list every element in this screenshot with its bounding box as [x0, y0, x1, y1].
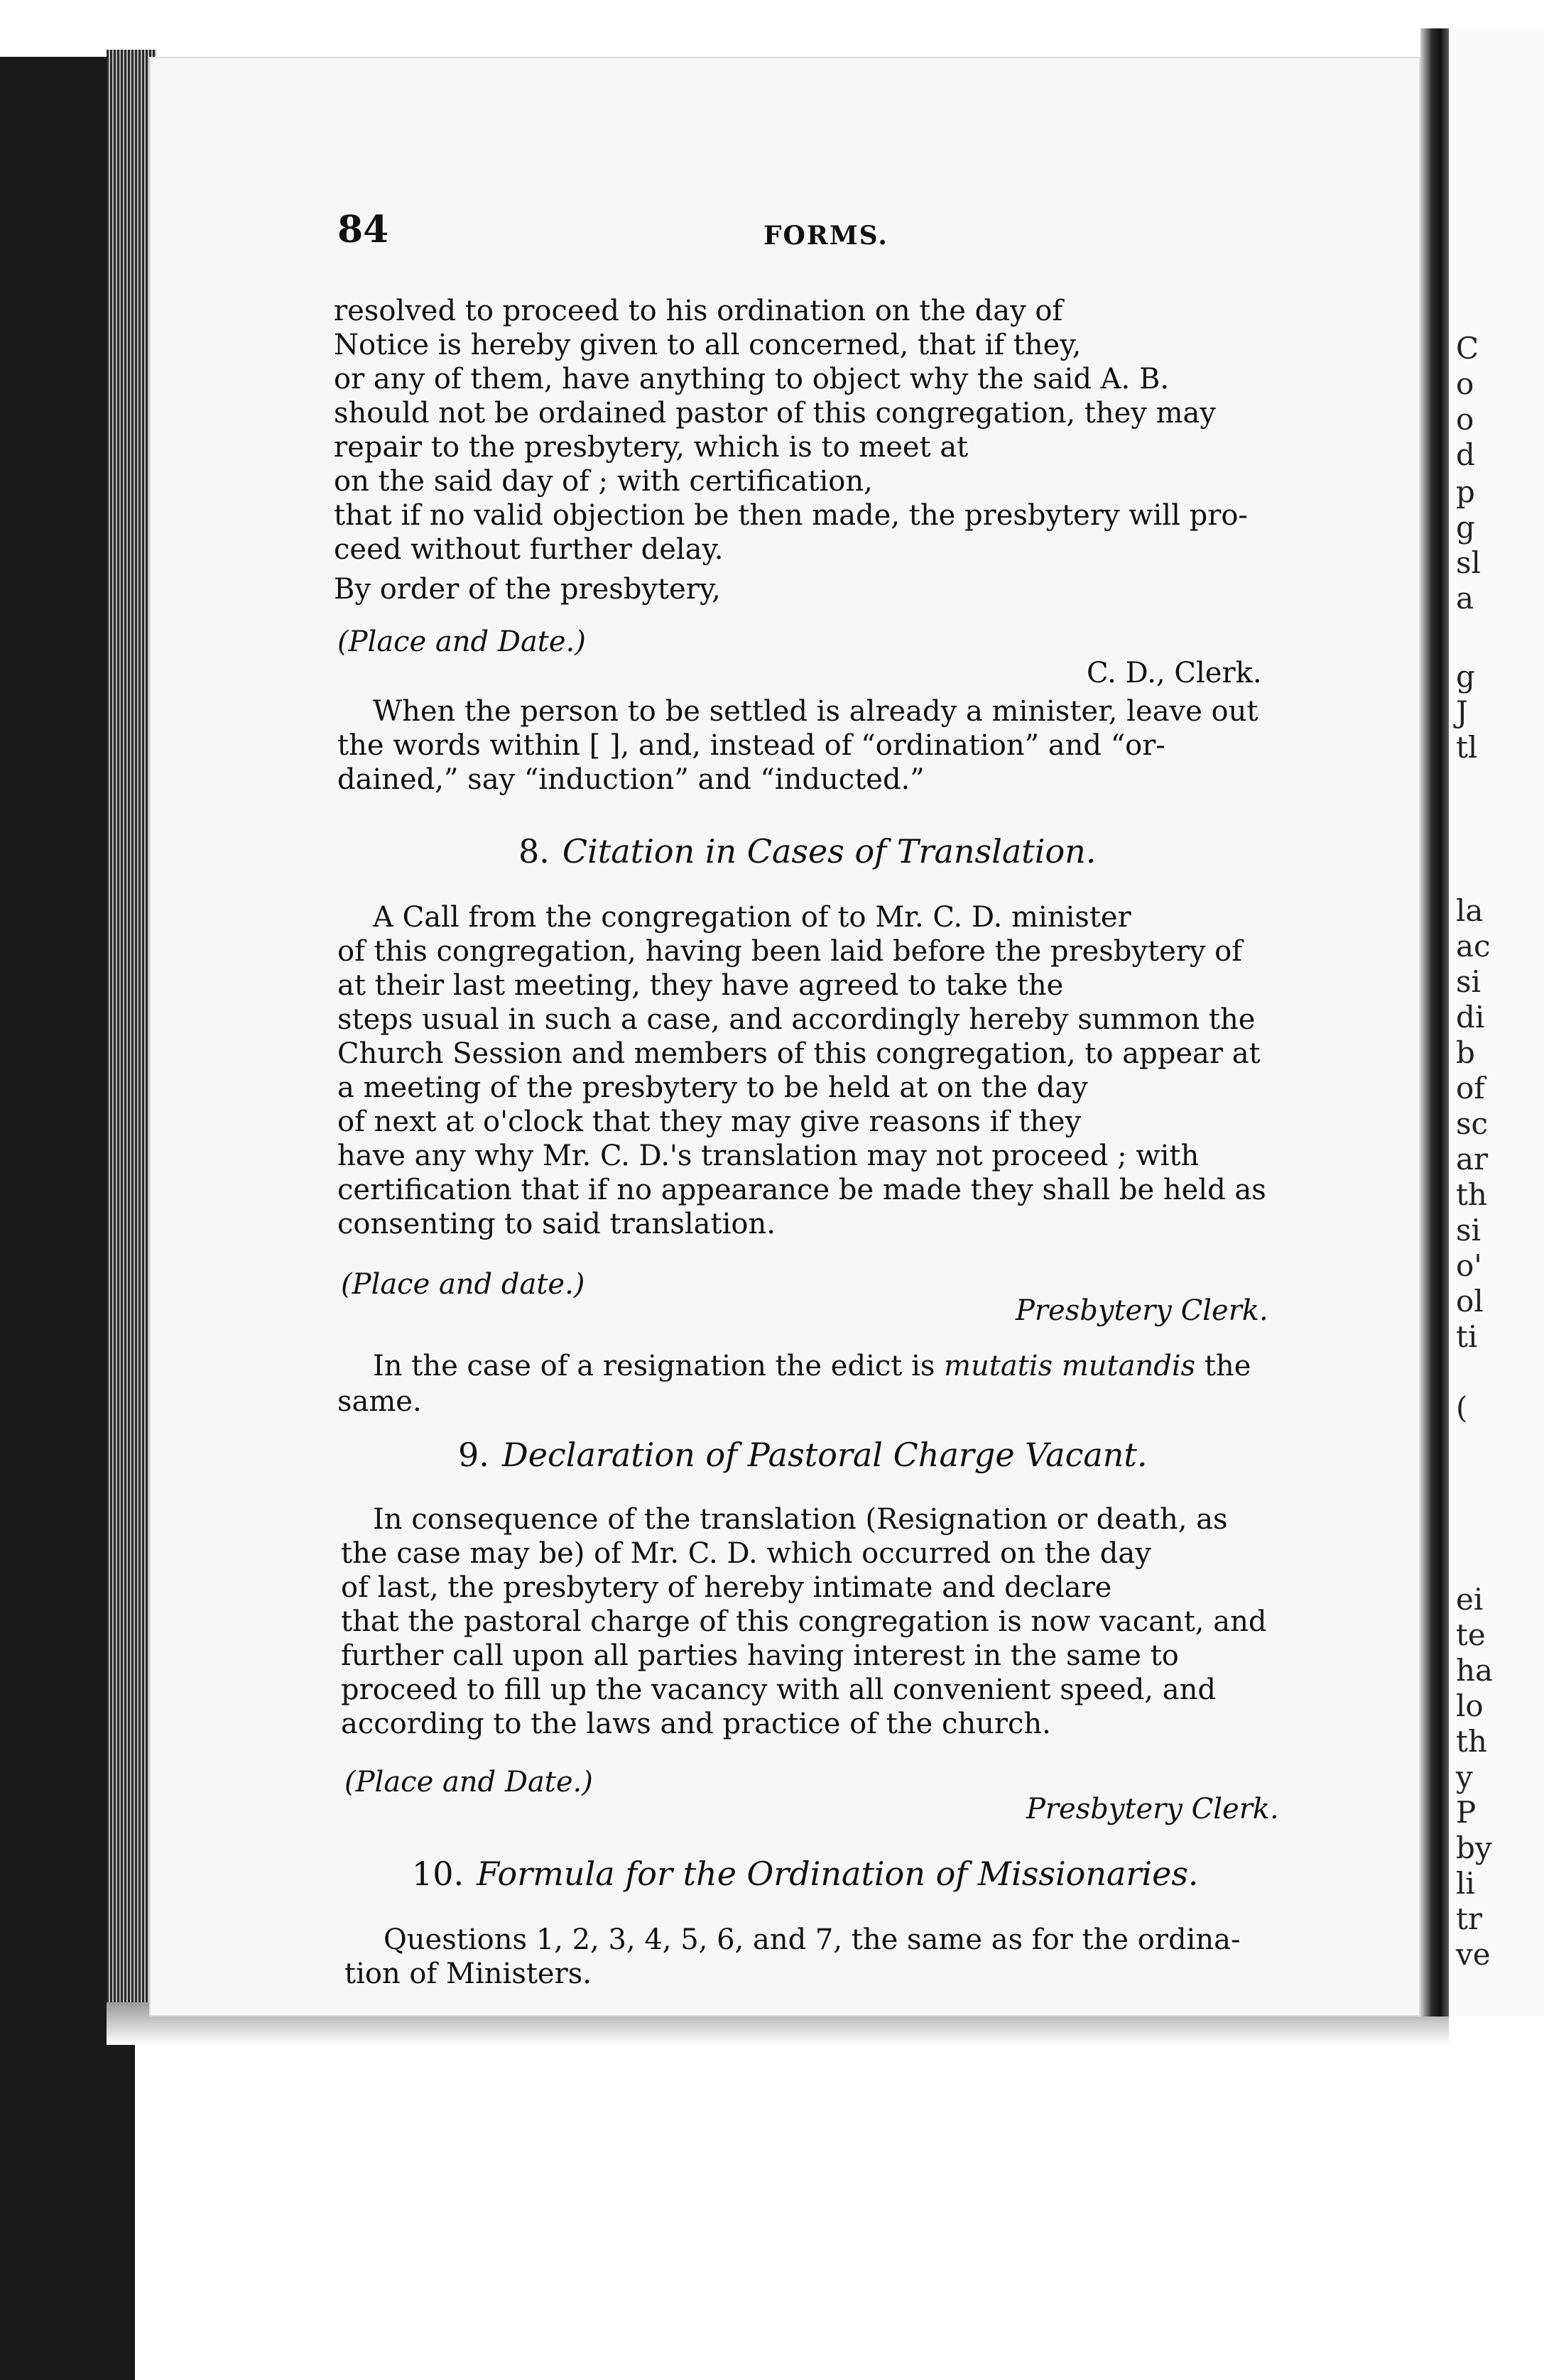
facing-page-fragment: tr — [1456, 1901, 1482, 1936]
facing-page-fragment: g — [1456, 510, 1475, 545]
facing-page-fragment: by — [1456, 1830, 1492, 1865]
facing-page-fragment: d — [1456, 437, 1475, 472]
facing-page-fragment: ( — [1456, 1390, 1468, 1425]
facing-page-fragment: th — [1456, 1177, 1487, 1212]
text-line: Questions 1, 2, 3, 4, 5, 6, and 7, the same as for the ordina- — [384, 1923, 1241, 1956]
text-line: steps usual in such a case, and accordingly hereby summon the — [337, 1003, 1256, 1036]
text-line: repair to the presbytery, which is to meet at — [334, 431, 969, 464]
facing-page-fragment: ha — [1456, 1653, 1494, 1688]
latin-phrase: mutatis mutandis — [944, 1350, 1196, 1382]
facing-page-fragment: ti — [1456, 1319, 1478, 1354]
text-line: tion of Ministers. — [344, 1958, 592, 1990]
facing-page-fragment: te — [1456, 1617, 1486, 1652]
facing-page-fragment: p — [1456, 474, 1475, 509]
text-line: of next at o'clock that they may give reasons if they — [337, 1106, 1082, 1138]
facing-page-fragment: ac — [1456, 929, 1491, 964]
facing-page-fragment: sc — [1456, 1106, 1489, 1141]
place-and-date: (Place and Date.) — [337, 626, 586, 658]
book-gutter — [1420, 28, 1449, 2016]
text-line: that if no valid objection be then made, the presbytery will pro- — [334, 499, 1248, 532]
facing-page-fragment: of — [1456, 1071, 1485, 1106]
facing-page-fragment: ve — [1456, 1937, 1491, 1972]
facing-page-fragment: li — [1456, 1866, 1475, 1901]
facing-page-fragment: th — [1456, 1724, 1487, 1759]
facing-page-fragment: lo — [1456, 1688, 1484, 1723]
facing-page-fragment: b — [1456, 1035, 1475, 1070]
section-title: Citation in Cases of Translation. — [562, 832, 1097, 870]
text-line: have any why Mr. C. D.'s translation may not proceed ; with — [337, 1140, 1200, 1172]
text-line: the case may be) of Mr. C. D. which occurred on the day — [341, 1537, 1151, 1570]
facing-page-fragment: J — [1456, 694, 1468, 729]
facing-page-fragment: g — [1456, 659, 1475, 694]
section-number: 8. — [518, 832, 550, 870]
section-title: Declaration of Pastoral Charge Vacant. — [501, 1436, 1148, 1474]
facing-page-fragment: o' — [1456, 1248, 1482, 1283]
note-text: the — [1195, 1350, 1251, 1382]
facing-page-fragment: ei — [1456, 1582, 1484, 1617]
place-and-date: (Place and Date.) — [344, 1766, 593, 1798]
place-and-date: (Place and date.) — [341, 1268, 585, 1301]
text-line: according to the laws and practice of the church. — [341, 1708, 1051, 1740]
text-line: of this congregation, having been laid before the presbytery of — [337, 935, 1243, 968]
note-line: same. — [337, 1385, 422, 1418]
section-heading-9 — [458, 1436, 1148, 1474]
facing-page — [1449, 28, 1544, 2016]
section-title: Formula for the Ordination of Missionaries. — [477, 1855, 1199, 1893]
section-number: 10. — [412, 1855, 464, 1893]
note-line — [373, 1349, 1251, 1383]
text-line: By order of the presbytery, — [334, 573, 721, 606]
facing-page-fragment: di — [1456, 1000, 1485, 1035]
facing-page-fragment: sl — [1456, 545, 1481, 580]
text-line: Notice is hereby given to all concerned, that if they, — [334, 329, 1082, 361]
section-heading-10 — [412, 1855, 1199, 1893]
text-line: a meeting of the presbytery to be held at on the day — [337, 1071, 1088, 1104]
text-line: Church Session and members of this congregation, to appear at — [337, 1037, 1261, 1070]
text-line: further call upon all parties having interest in the same to — [341, 1639, 1179, 1672]
facing-page-fragment: tl — [1456, 730, 1478, 765]
text-line: consenting to said translation. — [337, 1208, 776, 1240]
text-line: proceed to fill up the vacancy with all convenient speed, and — [341, 1674, 1216, 1706]
text-line: In consequence of the translation (Resignation or death, as — [373, 1503, 1228, 1536]
clerk-signature: Presbytery Clerk. — [1026, 1793, 1279, 1825]
facing-page-fragment: la — [1456, 893, 1484, 928]
facing-page-fragment: si — [1456, 964, 1481, 999]
facing-page-fragment: si — [1456, 1213, 1481, 1248]
note-line: the words within [ ], and, instead of “ordination” and “or- — [337, 729, 1165, 762]
facing-page-fragment: P — [1456, 1795, 1477, 1830]
text-line: A Call from the congregation of to Mr. C. D. minister — [373, 901, 1131, 934]
facing-page-fragment: o — [1456, 402, 1474, 437]
running-head: FORMS. — [763, 221, 888, 251]
text-line: should not be ordained pastor of this congregation, they may — [334, 397, 1216, 430]
text-line: on the said day of ; with certification, — [334, 465, 873, 498]
text-line: resolved to proceed to his ordination on the day of — [334, 295, 1063, 327]
note-line: When the person to be settled is already a minister, leave out — [373, 695, 1258, 728]
clerk-signature: C. D., Clerk. — [1087, 657, 1262, 689]
section-number: 9. — [458, 1436, 489, 1474]
facing-page-fragment: o — [1456, 366, 1474, 401]
facing-page-fragment: y — [1456, 1759, 1473, 1794]
text-line: certification that if no appearance be made they shall be held as — [337, 1174, 1266, 1206]
text-line: of last, the presbytery of hereby intimate and declare — [341, 1571, 1112, 1604]
note-line: dained,” say “induction” and “inducted.” — [337, 763, 925, 796]
clerk-signature: Presbytery Clerk. — [1016, 1294, 1268, 1327]
section-heading-8 — [518, 832, 1096, 870]
text-line: ceed without further delay. — [334, 533, 724, 566]
page-number: 84 — [337, 208, 389, 251]
text-line: that the pastoral charge of this congregation is now vacant, and — [341, 1605, 1267, 1638]
text-line: at their last meeting, they have agreed to take the — [337, 969, 1064, 1002]
facing-page-fragment: C — [1456, 331, 1479, 366]
scan-margin — [0, 0, 1544, 57]
facing-page-fragment: ol — [1456, 1284, 1484, 1319]
text-line: or any of them, have anything to object why the said A. B. — [334, 363, 1170, 395]
facing-page-fragment: a — [1456, 581, 1474, 616]
facing-page-fragment: ar — [1456, 1142, 1489, 1177]
note-text: In the case of a resignation the edict is — [373, 1350, 945, 1382]
